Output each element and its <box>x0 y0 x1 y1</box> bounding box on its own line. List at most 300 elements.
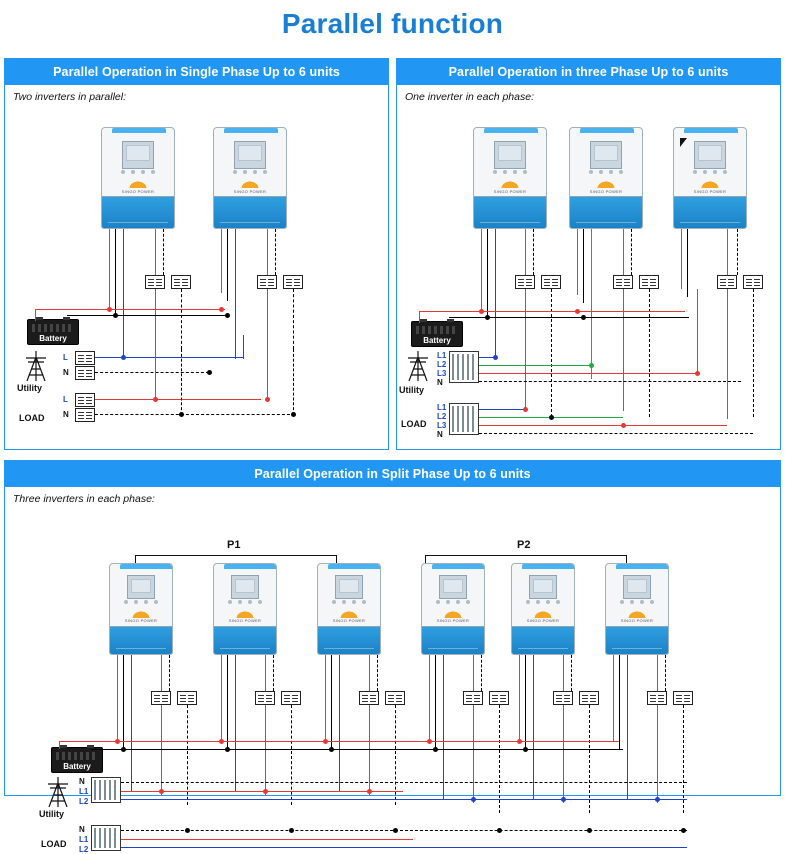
wire-label-n: N <box>437 378 443 387</box>
inverter-brand: SINGO POWER <box>526 618 560 623</box>
breaker-icon <box>75 366 95 380</box>
wire-utility-neutral <box>95 372 209 373</box>
inverter-top-tab <box>616 564 669 569</box>
breaker-icon <box>145 275 165 289</box>
junction-dot <box>121 747 126 752</box>
battery-cells <box>32 324 74 332</box>
inverter-base <box>318 626 380 654</box>
panel-three-phase-header: Parallel Operation in three Phase Up to 6 units <box>397 59 780 85</box>
breaker-icon <box>75 351 95 365</box>
page-title: Parallel function <box>281 8 504 39</box>
junction-dot <box>291 412 296 417</box>
wire-parallel-comm <box>631 229 632 275</box>
junction-dot <box>433 747 438 752</box>
breaker-icon <box>613 275 633 289</box>
wire-label-n: N <box>437 430 443 439</box>
panel-three-phase-subtitle: One inverter in each phase: <box>405 91 534 103</box>
wire-label-l: L <box>63 353 68 362</box>
wire-label-l2: L2 <box>437 412 447 421</box>
breaker-icon <box>639 275 659 289</box>
wire-dc-positive <box>481 229 482 311</box>
breaker-icon <box>257 275 277 289</box>
load-label: LOAD <box>41 839 67 849</box>
inverter-top-tab <box>580 128 634 133</box>
panel-split-phase-subtitle: Three inverters in each phase: <box>13 493 155 505</box>
wire-label-n: N <box>79 825 85 834</box>
panel-single-phase <box>4 58 389 450</box>
junction-dot <box>113 313 118 318</box>
wire-dc-positive <box>681 229 682 289</box>
inverter-base <box>606 626 668 654</box>
breaker-icon <box>717 275 737 289</box>
inverter-unit <box>213 127 287 229</box>
inverter-logo-icon <box>232 608 258 618</box>
inverter-top-tab <box>484 128 538 133</box>
inverter-base <box>674 196 746 228</box>
junction-dot <box>587 828 592 833</box>
inverter-buttons <box>693 170 727 174</box>
junction-dot <box>185 828 190 833</box>
breaker-icon <box>579 691 599 705</box>
wire-utility-neutral <box>121 782 687 783</box>
wire-load-neutral <box>291 705 292 805</box>
wire-label-l2: L2 <box>437 360 447 369</box>
inverter-unit <box>101 127 175 229</box>
inverter-unit <box>511 563 575 655</box>
junction-dot <box>329 747 334 752</box>
wire-load-l2 <box>121 847 687 848</box>
wire-load-neutral <box>479 433 753 434</box>
junction-dot <box>523 407 528 412</box>
wire-parallel-comm <box>377 655 378 691</box>
inverter-logo-icon <box>593 178 619 188</box>
inverter-display-icon <box>127 575 155 599</box>
inverter-top-tab <box>112 128 166 133</box>
junction-dot <box>219 739 224 744</box>
inverter-display-icon <box>231 575 259 599</box>
inverter-buttons <box>493 170 527 174</box>
inverter-top-tab <box>224 128 278 133</box>
breaker-icon <box>743 275 763 289</box>
wire-dc-positive <box>221 655 222 741</box>
wire-load-neutral <box>181 349 182 415</box>
panel-split-phase <box>4 460 781 854</box>
battery-cells <box>56 752 98 760</box>
wire-ac-line <box>131 655 132 791</box>
inverter-base <box>570 196 642 228</box>
battery-label: Battery <box>63 762 91 771</box>
wire-battery-positive <box>419 311 420 323</box>
inverter-buttons <box>526 600 560 604</box>
breaker-icon <box>359 691 379 705</box>
wire-load-line <box>623 289 624 411</box>
junction-dot <box>265 397 270 402</box>
breaker-icon <box>75 408 95 422</box>
group-label-p2: P2 <box>517 539 531 551</box>
inverter-brand: SINGO POWER <box>693 189 727 194</box>
panel-split-phase-header: Parallel Operation in Split Phase Up to 6 units <box>5 461 780 487</box>
inverter-logo-icon <box>440 608 466 618</box>
breaker-icon <box>75 393 95 407</box>
wire-load-neutral <box>551 289 552 417</box>
wire-ac-out <box>161 655 162 691</box>
wire-dc-negative <box>227 655 228 749</box>
load-terminal-block <box>449 403 479 435</box>
terminal-bars <box>452 354 476 380</box>
load-label: LOAD <box>401 419 427 429</box>
inverter-top-tab <box>328 564 381 569</box>
inverter-base <box>512 626 574 654</box>
battery-terminal-negative <box>447 319 454 322</box>
breaker-icon <box>151 691 171 705</box>
wire-ac-out <box>155 289 156 335</box>
panel-single-phase-subtitle: Two inverters in parallel: <box>13 91 127 103</box>
wire-dc-positive <box>429 655 430 741</box>
inverter-logo-icon <box>624 608 650 618</box>
wire-load-neutral <box>293 289 294 349</box>
junction-dot <box>621 423 626 428</box>
wire-load-l1 <box>121 839 413 840</box>
wire-load-l1 <box>479 409 525 410</box>
wire-utility-line <box>243 335 244 359</box>
inverter-unit <box>421 563 485 655</box>
battery-terminal-negative <box>87 745 94 748</box>
inverter-display-icon <box>234 141 266 169</box>
utility-tower-icon <box>45 777 71 807</box>
utility-terminal-block <box>449 351 479 383</box>
wire-label-l1: L1 <box>437 403 447 412</box>
inverter-unit <box>317 563 381 655</box>
wire-battery-positive-bus <box>59 741 619 742</box>
inverter-unit <box>569 127 643 229</box>
junction-dot <box>207 370 212 375</box>
wire-load-neutral <box>499 705 500 813</box>
utility-tower-icon <box>405 351 431 381</box>
junction-dot <box>523 747 528 752</box>
wire-load-line <box>563 705 564 803</box>
junction-dot <box>479 309 484 314</box>
battery-label: Battery <box>423 336 451 345</box>
wire-dc-negative <box>687 229 688 297</box>
wire-ac-line <box>627 655 628 799</box>
wire-dc-positive <box>109 229 110 309</box>
inverter-display-icon <box>623 575 651 599</box>
wire-label-l1: L1 <box>79 835 89 844</box>
terminal-bars <box>94 780 118 800</box>
wire-label-l3: L3 <box>437 369 447 378</box>
battery-terminal-positive <box>420 319 427 322</box>
wire-load-line <box>95 399 261 400</box>
inverter-brand: SINGO POWER <box>124 618 158 623</box>
wire-ac-out <box>267 229 268 275</box>
wire-load-line <box>473 705 474 803</box>
wire-dc-positive <box>613 655 614 741</box>
utility-label: Utility <box>399 385 425 395</box>
wire-dc-positive <box>117 655 118 741</box>
wire-load-line <box>727 289 728 419</box>
wire-parallel-comm <box>665 655 666 691</box>
wire-load-neutral <box>589 705 590 813</box>
junction-dot <box>493 355 498 360</box>
wire-label-n: N <box>63 410 69 419</box>
wire-label-l2: L2 <box>79 797 89 806</box>
junction-dot <box>581 315 586 320</box>
inverter-brand: SINGO POWER <box>436 618 470 623</box>
inverter-brand: SINGO POWER <box>121 189 155 194</box>
wire-ac-line <box>235 335 236 359</box>
wire-label-l2: L2 <box>79 845 89 854</box>
inverter-buttons <box>436 600 470 604</box>
wire-parallel-comm <box>737 229 738 275</box>
inverter-base <box>474 196 546 228</box>
wire-ac-out <box>623 229 624 275</box>
inverter-logo-icon <box>336 608 362 618</box>
breaker-icon <box>283 275 303 289</box>
wire-label-l3: L3 <box>437 421 447 430</box>
wire-dc-positive <box>577 229 578 295</box>
panel-single-phase-header: Parallel Operation in Single Phase Up to 6 units <box>5 59 388 85</box>
wire-load-neutral <box>121 830 687 831</box>
wire-load-l3 <box>479 425 727 426</box>
junction-dot <box>107 307 112 312</box>
inverter-brand: SINGO POWER <box>589 189 623 194</box>
breaker-icon <box>647 691 667 705</box>
wire-label-l: L <box>63 395 68 404</box>
utility-label: Utility <box>39 809 65 819</box>
wire-load-neutral <box>293 349 294 415</box>
junction-dot <box>575 309 580 314</box>
wire-dc-positive <box>221 229 222 293</box>
wire-load-line <box>525 289 526 409</box>
inverter-display-icon <box>335 575 363 599</box>
inverter-display-icon <box>122 141 154 169</box>
wire-parallel-comm <box>163 229 164 275</box>
wire-ac-line <box>495 229 496 359</box>
wire-load-neutral <box>753 289 754 417</box>
inverter-unit <box>109 563 173 655</box>
wire-ac-out <box>473 655 474 691</box>
wire-parallel-comm <box>481 655 482 691</box>
breaker-icon <box>553 691 573 705</box>
wire-load-neutral <box>683 705 684 813</box>
junction-dot <box>681 828 686 833</box>
wire-parallel-comm <box>169 655 170 691</box>
wire-load-neutral <box>649 289 650 417</box>
load-terminal-block <box>91 825 121 851</box>
wire-utility-l3 <box>479 373 697 374</box>
inverter-top-tab <box>224 564 277 569</box>
battery-cells <box>416 326 458 334</box>
inverter-base <box>102 196 174 228</box>
inverter-unit <box>473 127 547 229</box>
breaker-icon <box>177 691 197 705</box>
wire-label-n: N <box>79 777 85 786</box>
wire-ac-out <box>563 655 564 691</box>
battery-icon <box>411 321 463 347</box>
wire-utility-neutral <box>479 381 741 382</box>
wire-ac-line <box>443 655 444 799</box>
wire-dc-negative <box>525 655 526 749</box>
battery-terminal-positive <box>36 317 43 320</box>
inverter-display-icon <box>494 141 526 169</box>
inverter-brand: SINGO POWER <box>332 618 366 623</box>
wire-ac-out <box>657 655 658 691</box>
inverter-brand: SINGO POWER <box>233 189 267 194</box>
breaker-icon <box>171 275 191 289</box>
wire-ac-line <box>123 229 124 349</box>
inverter-top-tab <box>684 128 738 133</box>
wire-dc-negative <box>583 229 584 303</box>
wire-battery-negative-bus <box>91 749 623 750</box>
junction-dot <box>517 739 522 744</box>
inverter-base <box>422 626 484 654</box>
inverter-buttons <box>124 600 158 604</box>
inverter-buttons <box>121 170 155 174</box>
breaker-icon <box>463 691 483 705</box>
mouse-cursor-icon <box>680 138 687 147</box>
wire-dc-negative <box>435 655 436 749</box>
inverter-logo-icon <box>497 178 523 188</box>
inverter-top-tab <box>120 564 173 569</box>
panel-three-phase <box>396 58 781 450</box>
wire-ac-line <box>235 655 236 791</box>
battery-icon <box>27 319 79 345</box>
junction-dot <box>427 739 432 744</box>
inverter-buttons <box>228 600 262 604</box>
wire-parallel-comm <box>571 655 572 691</box>
breaker-icon <box>673 691 693 705</box>
battery-terminal-positive <box>60 745 67 748</box>
wire-ac-out <box>155 229 156 275</box>
load-label: LOAD <box>19 413 45 423</box>
wire-dc-negative <box>227 229 228 301</box>
wire-load-line <box>657 705 658 803</box>
junction-dot <box>263 789 268 794</box>
breaker-icon <box>541 275 561 289</box>
inverter-buttons <box>332 600 366 604</box>
junction-dot <box>115 739 120 744</box>
breaker-icon <box>255 691 275 705</box>
inverter-logo-icon <box>530 608 556 618</box>
inverter-unit <box>605 563 669 655</box>
wire-dc-negative <box>487 229 488 317</box>
inverter-brand: SINGO POWER <box>228 618 262 623</box>
inverter-brand: SINGO POWER <box>620 618 654 623</box>
inverter-base <box>214 196 286 228</box>
wire-ac-line <box>591 229 592 379</box>
group-label-p1: P1 <box>227 539 241 551</box>
breaker-icon <box>385 691 405 705</box>
wire-battery-positive <box>35 309 36 321</box>
junction-dot <box>393 828 398 833</box>
wire-utility-line <box>95 357 243 358</box>
wire-load-neutral <box>395 705 396 805</box>
battery-label: Battery <box>39 334 67 343</box>
wire-battery-positive-bus <box>35 309 225 310</box>
battery-terminal-negative <box>63 317 70 320</box>
inverter-unit <box>673 127 747 229</box>
wire-load-neutral <box>187 705 188 805</box>
wire-load-neutral <box>95 414 295 415</box>
wire-dc-positive <box>325 655 326 741</box>
inverter-display-icon <box>529 575 557 599</box>
wire-ac-line <box>339 655 340 791</box>
junction-dot <box>225 747 230 752</box>
inverter-buttons <box>589 170 623 174</box>
wire-load-neutral <box>181 289 182 349</box>
wire-ac-out <box>525 229 526 275</box>
junction-dot <box>549 415 554 420</box>
inverter-logo-icon <box>128 608 154 618</box>
inverter-top-tab <box>432 564 485 569</box>
wire-ac-line <box>697 289 698 375</box>
breaker-icon <box>489 691 509 705</box>
wire-utility-l2 <box>479 365 593 366</box>
wire-ac-out <box>369 655 370 691</box>
inverter-display-icon <box>694 141 726 169</box>
wire-label-l1: L1 <box>79 787 89 796</box>
junction-dot <box>485 315 490 320</box>
wire-battery-positive-bus <box>419 311 685 312</box>
wire-ac-line <box>533 655 534 799</box>
wire-dc-negative <box>331 655 332 749</box>
wire-load-line <box>155 335 156 401</box>
utility-label: Utility <box>17 383 43 393</box>
inverter-buttons <box>233 170 267 174</box>
breaker-icon <box>281 691 301 705</box>
battery-icon <box>51 747 103 773</box>
junction-dot <box>159 789 164 794</box>
wire-ac-line <box>235 229 236 335</box>
inverter-display-icon <box>590 141 622 169</box>
utility-terminal-block <box>91 777 121 803</box>
terminal-bars <box>94 828 118 848</box>
junction-dot <box>323 739 328 744</box>
inverter-buttons <box>620 600 654 604</box>
breaker-icon <box>515 275 535 289</box>
inverter-brand: SINGO POWER <box>493 189 527 194</box>
wire-dc-positive <box>519 655 520 741</box>
wire-load-line <box>267 335 268 401</box>
inverter-unit <box>213 563 277 655</box>
wire-dc-negative <box>115 229 116 315</box>
inverter-base <box>214 626 276 654</box>
wire-dc-negative <box>123 655 124 749</box>
wire-dc-negative <box>619 655 620 749</box>
inverter-logo-icon <box>697 178 723 188</box>
wire-battery-negative-bus <box>67 315 229 316</box>
wire-label-n: N <box>63 368 69 377</box>
junction-dot <box>121 355 126 360</box>
junction-dot <box>289 828 294 833</box>
inverter-base <box>110 626 172 654</box>
junction-dot <box>497 828 502 833</box>
junction-dot <box>367 789 372 794</box>
terminal-bars <box>452 406 476 432</box>
junction-dot <box>589 363 594 368</box>
wire-label-l1: L1 <box>437 351 447 360</box>
inverter-logo-icon <box>125 178 151 188</box>
wire-battery-positive <box>59 741 60 749</box>
junction-dot <box>179 412 184 417</box>
wire-ac-line <box>727 229 728 275</box>
junction-dot <box>219 307 224 312</box>
wire-parallel-comm <box>275 229 276 275</box>
inverter-display-icon <box>439 575 467 599</box>
wire-ac-out <box>267 289 268 335</box>
wire-parallel-comm <box>533 229 534 275</box>
utility-tower-icon <box>23 351 49 381</box>
